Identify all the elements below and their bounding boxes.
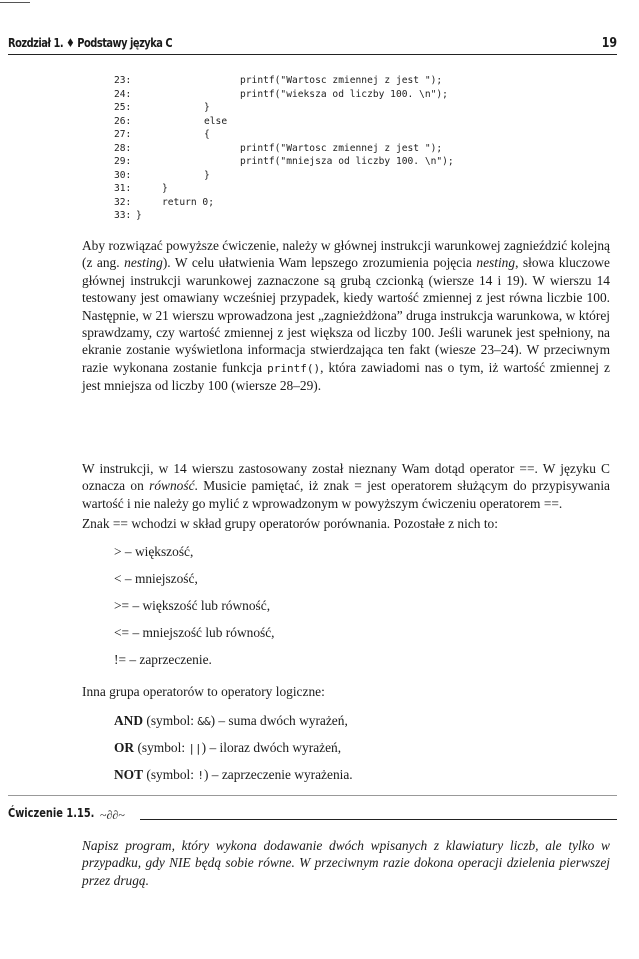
- comparison-operator-item: >= – większość lub równość,: [114, 598, 271, 613]
- logical-operator-pre: (symbol:: [143, 767, 198, 782]
- p1-text-c: , słowa kluczowe głównej instrukcji warunkowej zaznaczone są grubą czcionką (wiersze 14 i 19). W wierszu 14 testowany jest omawiany wcześniej przypadek, kiedy wartość zmiennej z jest równa liczbie 100. Następnie, w 21 wierszu wprowadzona jest „zagnieżdżona” druga instrukcja warunkowa, w której sprawdzamy, czy wartość zmiennej z jest większa od liczby 100. Jeśli warunek jest spełniony, na ekranie zostanie wyświetlona informacja stwierdzająca ten fakt (wiesze 23–24). W przeciwnym razie wykonana zostanie funkcja: [82, 255, 610, 375]
- code-line: [114, 115, 228, 129]
- code-line: [114, 155, 454, 169]
- code-line: [114, 196, 214, 210]
- code-line-text: }: [204, 169, 210, 181]
- code-line-text: }: [136, 210, 142, 221]
- code-line-number: 26:: [114, 115, 132, 127]
- logical-operator-name: NOT: [114, 767, 144, 782]
- top-edge-mark: [0, 2, 30, 3]
- code-line-number: 32:: [114, 196, 132, 208]
- comparison-operator-item: < – mniejszość,: [114, 571, 198, 586]
- code-line: [114, 88, 448, 102]
- logical-operator-name: AND: [114, 713, 144, 728]
- logical-operator-item: [114, 766, 353, 793]
- code-line-number: 33:: [114, 210, 132, 221]
- logical-operator-symbol: &&: [197, 715, 211, 728]
- code-line-text: }: [162, 183, 168, 194]
- p2-text-a: W instrukcji, w 14 wierszu zastosowany został nieznany Wam dotąd operator ==. W języku C oznacza on: [82, 461, 610, 494]
- comparison-operator-item: != – zaprzeczenie.: [114, 652, 212, 667]
- code-line-number: 28:: [114, 142, 132, 154]
- p1-text-a: Aby rozwiązać powyższe ćwiczenie, należy w głównej instrukcji warunkowej zagnieździć kolejną (z ang.: [82, 238, 610, 271]
- p1-text-b: ). W celu ułatwienia Wam lepszego zrozumienia pojęcia: [162, 255, 477, 271]
- logical-operator-pre: (symbol:: [134, 740, 189, 755]
- code-line: [114, 142, 443, 156]
- header-rule: [8, 54, 617, 55]
- paragraph-nesting-explanation: [82, 237, 610, 395]
- exercise-title: Ćwiczenie 1.15.: [8, 806, 95, 820]
- code-line: [114, 169, 210, 183]
- logical-operator-desc: ) – zaprzeczenie wyrażenia.: [203, 767, 353, 782]
- p2-term-equality: równość: [149, 478, 195, 494]
- code-line-text: else: [204, 115, 228, 127]
- comparison-operator-item: > – większość,: [114, 544, 194, 559]
- code-line: [114, 182, 168, 196]
- logical-operators-list: [114, 712, 353, 793]
- logical-operator-symbol: !: [197, 769, 204, 782]
- logical-operator-desc: ) – iloraz dwóch wyrażeń,: [201, 740, 342, 755]
- code-line-text: printf("mniejsza od liczby 100. \n");: [240, 156, 454, 167]
- code-line-text: }: [204, 102, 210, 113]
- comparison-operators-list: [114, 543, 275, 678]
- code-line-number: 25:: [114, 102, 132, 113]
- running-header: [8, 36, 617, 52]
- exercise-separator: [8, 795, 617, 796]
- code-line: [114, 128, 210, 142]
- logical-operator-desc: ) – suma dwóch wyrażeń,: [210, 713, 348, 728]
- page-number: 19: [601, 36, 617, 51]
- logical-operator-item: [114, 739, 353, 766]
- code-line-text: return 0;: [162, 196, 214, 208]
- code-line: [114, 74, 443, 88]
- exercise-rule: [140, 819, 617, 820]
- code-listing: [114, 74, 454, 223]
- exercise-task: Napisz program, który wykona dodawanie dwóch wpisanych z klawiatury liczb, ale tylko w przypadku, gdy NIE będą sobie równe. W przeciwnym razie dokona operacji dzielenia pierwszej przez drugą.: [82, 838, 610, 888]
- chapter-title: Rozdział 1. ♦ Podstawy języka C: [8, 36, 173, 50]
- code-line-number: 24:: [114, 88, 132, 100]
- p1-text-d: , która zawiadomi nas o tym, iż wartość zmiennej z jest mniejsza od liczby 100 (wiersze 28–29).: [82, 359, 610, 394]
- logical-operator-item: [114, 712, 353, 739]
- paragraph-comparison-intro: Znak == wchodzi w skład grupy operatorów porównania. Pozostałe z nich to:: [82, 516, 498, 531]
- code-line-number: 23:: [114, 75, 132, 86]
- code-line-number: 27:: [114, 129, 132, 140]
- difficulty-icon: ~∂∂~: [100, 808, 125, 822]
- p1-code-printf: printf(): [267, 361, 321, 375]
- p1-term-nesting-2: nesting: [476, 255, 516, 271]
- p1-term-nesting: nesting: [124, 255, 163, 271]
- code-line-text: printf("Wartosc zmiennej z jest ");: [240, 142, 443, 154]
- logical-operator-symbol: ||: [188, 742, 202, 755]
- comparison-operator-item: <= – mniejszość lub równość,: [114, 625, 275, 640]
- paragraph-logical-intro: Inna grupa operatorów to operatory logiczne:: [82, 684, 325, 699]
- code-line-number: 29:: [114, 156, 132, 167]
- code-line-text: printf("Wartosc zmiennej z jest ");: [240, 75, 443, 86]
- code-line: [114, 101, 210, 115]
- logical-operator-name: OR: [114, 740, 135, 755]
- p2-text-b: . Musicie pamiętać, iż znak = jest operatorem służącym do przypisywania wartość i nie należy go mylić z wprowadzonym w powyższym ćwiczeniu operatorem ==.: [82, 478, 610, 511]
- paragraph-equality-operator: [82, 460, 610, 512]
- code-line-number: 30:: [114, 169, 132, 181]
- code-line: [114, 209, 142, 223]
- code-line-number: 31:: [114, 183, 132, 194]
- code-line-text: printf("wieksza od liczby 100. \n");: [240, 88, 448, 100]
- code-line-text: {: [204, 129, 210, 140]
- logical-operator-pre: (symbol:: [143, 713, 198, 728]
